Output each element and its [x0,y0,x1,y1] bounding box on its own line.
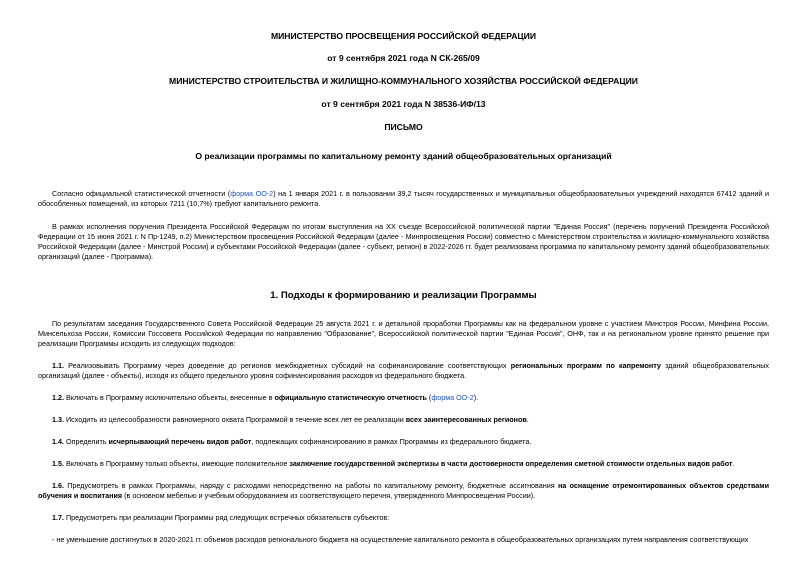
item-1-3: 1.3. Исходить из целесообразности равномерного охвата Программой в течение всех лет ее реализации всех заинтересованных регионов. [52,415,529,424]
item-1-2: 1.2. Включать в Программу исключительно объекты, внесенные в официальную статистическую отчетность (форма ОО-2). [52,393,479,402]
header-ministry-education: МИНИСТЕРСТВО ПРОСВЕЩЕНИЯ РОССИЙСКОЙ ФЕДЕРАЦИИ [270,31,537,41]
header-date-2: от 9 сентября 2021 года N 38536-ИФ/13 [321,99,486,109]
paragraph-approaches: По результатам заседания Государственного Совета Российской Федерации 25 августа 2021 г. и детальной проработки Программы как на федеральном уровне с участием Минстроя России, Минфина России, Минсельхоза России, Комиссии Госсовета Российской Федерации по направлению "Образование", Всероссийской политической партии "Единая Россия", ОНФ, так и на региональном уровне принято решение при реализации Программы исходить из следующих подходов: [38,319,769,348]
item-1-6: 1.6. Предусмотреть в рамках Программы, наряду с расходами непосредственно на работы по капитальному ремонту, бюджетные ассигнования на оснащение отремонтированных объектов средствами обучения и воспитания (в основном мебелью и учебным оборудованием из соответствующего перечня, утвержденного Минпросвещения России). [38,481,769,500]
section-heading-1: 1. Подходы к формированию и реализации Программы [270,290,537,301]
item-1-1: 1.1. Реализовывать Программу через доведение до регионов межбюджетных субсидий на софинансирование соответствующих региональных программ по капремонту зданий общеобразовательных организаций (далее - объекты), исходя из общего предельного уровня софинансирования расходов из федерального бюджета. [38,361,770,380]
bullet-1: - не уменьшение достигнутых в 2020-2021 гг. объемов расходов регионального бюджета на осуществление капитального ремонта в общеобразовательных организациях путем направления соответствующих [52,535,749,544]
form-oo2-link[interactable]: форма ОО-2 [230,189,274,198]
document-title: О реализации программы по капитальному ремонту зданий общеобразовательных организаций [195,151,612,161]
header-ministry-construction: МИНИСТЕРСТВО СТРОИТЕЛЬСТВА И ЖИЛИЩНО-КОММУНАЛЬНОГО ХОЗЯЙСТВА РОССИЙСКОЙ ФЕДЕРАЦИИ [169,76,638,86]
header-date-1: от 9 сентября 2021 года N СК-265/09 [327,53,480,63]
paragraph-statistics: Согласно официальной статистической отчетности (форма ОО-2) на 1 января 2021 г. в пользовании 39,2 тысяч государственных и муниципальных общеобразовательных учреждений находятся 67412 зданий и обособленных помещений, из которых 7211 (10,7%) требуют капитального ремонта. [38,189,769,208]
paragraph-instruction: В рамках исполнения поручения Президента Российской Федерации по итогам выступления на XX съезде Всероссийской политической партии "Единая Россия" (перечень поручений Президента Российской Федерации от 15 июня 2021 г. N Пр-1249, п.2) Министерством просвещения Российской Федерации (далее - Минпросвещения России) совместно с Министерством строительства и жилищно-коммунального хозяйства Российской Федерации (далее - Минстрой России) и субъектами Российской Федерации (далее - субъект, регион) в 2022-2026 гг. будет реализована программа по капитальному ремонту зданий общеобразовательных организаций (далее - Программа). [38,222,769,261]
form-oo2-link-2[interactable]: форма ОО-2 [431,393,474,402]
item-1-7: 1.7. Предусмотреть при реализации Программы ряд следующих встречных обязательств субъектов: [52,513,390,522]
header-doc-type: ПИСЬМО [384,122,423,132]
item-1-5: 1.5. Включать в Программу только объекты, имеющие положительное заключение государственной экспертизы в части достоверности определения сметной стоимости отдельных видов работ. [52,459,735,468]
item-1-4: 1.4. Определить исчерпывающий перечень видов работ, подлежащих софинансированию в рамках Программы из федерального бюджета. [52,437,532,446]
